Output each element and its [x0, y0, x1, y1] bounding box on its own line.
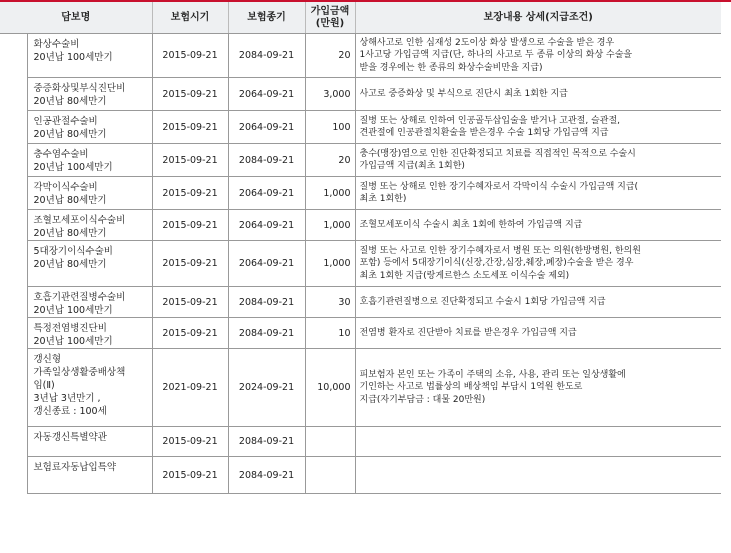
- header-coverage-detail: 보장내용 상세(지급조건): [355, 2, 721, 34]
- table-row: [0, 34, 721, 78]
- row-indent: [0, 427, 27, 457]
- coverage-amount: 20: [305, 144, 355, 177]
- table-row: [0, 427, 721, 457]
- row-indent: [0, 287, 27, 318]
- start-date: 2015-09-21: [152, 78, 228, 111]
- row-indent: [0, 34, 27, 78]
- coverage-amount: 1,000: [305, 241, 355, 287]
- coverage-detail: 충수(맹장)염으로 인한 진단확정되고 치료를 직접적인 목적으로 수술시 가입금액 지급(최초 1회한): [355, 144, 721, 177]
- coverage-name: 보험료자동납입특약: [27, 457, 152, 494]
- coverage-name: 화상수술비 20년납 100세만기: [27, 34, 152, 78]
- coverage-amount: [305, 427, 355, 457]
- coverage-detail: 조혈모세포이식 수술시 최초 1회에 한하여 가입금액 지급: [355, 210, 721, 241]
- table-row: [0, 177, 721, 210]
- end-date: 2064-09-21: [228, 78, 305, 111]
- start-date: 2015-09-21: [152, 457, 228, 494]
- coverage-name: 갱신형 가족일상생활중배상책 임(Ⅱ) 3년납 3년만기 , 갱신종료 : 100세: [27, 349, 152, 427]
- row-indent: [0, 349, 27, 427]
- start-date: 2015-09-21: [152, 144, 228, 177]
- start-date: 2015-09-21: [152, 318, 228, 349]
- row-indent: [0, 210, 27, 241]
- coverage-amount: 100: [305, 111, 355, 144]
- header-start-date: 보험시기: [152, 2, 228, 34]
- start-date: 2015-09-21: [152, 427, 228, 457]
- table-row: [0, 241, 721, 287]
- end-date: 2064-09-21: [228, 241, 305, 287]
- start-date: 2015-09-21: [152, 210, 228, 241]
- coverage-name: 조혈모세포이식수술비 20년납 80세만기: [27, 210, 152, 241]
- start-date: 2015-09-21: [152, 177, 228, 210]
- coverage-name: 5대장기이식수술비 20년납 80세만기: [27, 241, 152, 287]
- start-date: 2015-09-21: [152, 111, 228, 144]
- start-date: 2021-09-21: [152, 349, 228, 427]
- coverage-amount: 3,000: [305, 78, 355, 111]
- row-indent: [0, 111, 27, 144]
- coverage-detail: 질병 또는 상해로 인한 장기수혜자로서 각막이식 수술시 가입금액 지급( 최초 1회한): [355, 177, 721, 210]
- table-row: [0, 111, 721, 144]
- end-date: 2084-09-21: [228, 287, 305, 318]
- header-coverage-name: 담보명: [0, 2, 152, 34]
- coverage-detail: [355, 427, 721, 457]
- coverage-detail: 피보험자 본인 또는 가족이 주택의 소유, 사용, 관리 또는 일상생활에 기인하는 사고로 법률상의 배상책임 부담시 1억원 한도로 지급(자기부담금 : 대물 20만원): [355, 349, 721, 427]
- coverage-detail: 전염병 환자로 진단받아 치료를 받은경우 가입금액 지급: [355, 318, 721, 349]
- row-indent: [0, 144, 27, 177]
- coverage-amount: 20: [305, 34, 355, 78]
- coverage-detail: 질병 또는 상해로 인하여 인공골두삽입술을 받거나 고관절, 슬관절, 견관절에 인공관절치환술을 받은경우 수술 1회당 가입금액 지급: [355, 111, 721, 144]
- end-date: 2084-09-21: [228, 34, 305, 78]
- row-indent: [0, 318, 27, 349]
- end-date: 2064-09-21: [228, 177, 305, 210]
- coverage-detail: 질병 또는 사고로 인한 장기수혜자로서 병원 또는 의원(한방병원, 한의원 포함) 등에서 5대장기이식(신장,간장,심장,췌장,폐장)수술을 받은 경우 최초 1회한 지급(랑게르한스 소도세포 이식수술 제외): [355, 241, 721, 287]
- end-date: 2064-09-21: [228, 210, 305, 241]
- row-indent: [0, 78, 27, 111]
- start-date: 2015-09-21: [152, 241, 228, 287]
- end-date: 2024-09-21: [228, 349, 305, 427]
- table-row: [0, 144, 721, 177]
- coverage-amount: 10,000: [305, 349, 355, 427]
- coverage-name: 자동갱신특별약관: [27, 427, 152, 457]
- table-row: [0, 457, 721, 494]
- table-row: [0, 318, 721, 349]
- table-row: [0, 210, 721, 241]
- coverage-detail: [355, 457, 721, 494]
- end-date: 2084-09-21: [228, 318, 305, 349]
- coverage-detail: 상해사고로 인한 심재성 2도이상 화상 발생으로 수술을 받은 경우 1사고당 가입금액 지급(단, 하나의 사고로 두 종류 이상의 화상 수술을 받을 경우에는 한 종류의 화상수술비만을 지급): [355, 34, 721, 78]
- coverage-amount: 30: [305, 287, 355, 318]
- coverage-name: 특정전염병진단비 20년납 100세만기: [27, 318, 152, 349]
- row-indent: [0, 457, 27, 494]
- end-date: 2064-09-21: [228, 111, 305, 144]
- row-indent: [0, 241, 27, 287]
- header-end-date: 보험종기: [228, 2, 305, 34]
- coverage-name: 인공관절수술비 20년납 80세만기: [27, 111, 152, 144]
- coverage-detail: 사고로 중증화상 및 부식으로 진단시 최초 1회한 지급: [355, 78, 721, 111]
- coverage-amount: 1,000: [305, 210, 355, 241]
- coverage-amount: 10: [305, 318, 355, 349]
- coverage-name: 충수염수술비 20년납 100세만기: [27, 144, 152, 177]
- coverage-name: 호흡기관련질병수술비 20년납 100세만기: [27, 287, 152, 318]
- header-amount: 가입금액 (만원): [305, 2, 355, 34]
- coverage-table: [0, 2, 721, 494]
- start-date: 2015-09-21: [152, 287, 228, 318]
- table-header-row: [0, 2, 721, 34]
- coverage-name: 중증화상및부식진단비 20년납 80세만기: [27, 78, 152, 111]
- coverage-detail: 호흡기관련질병으로 진단확정되고 수술시 1회당 가입금액 지급: [355, 287, 721, 318]
- end-date: 2084-09-21: [228, 144, 305, 177]
- table-row: [0, 78, 721, 111]
- coverage-amount: [305, 457, 355, 494]
- coverage-name: 각막이식수술비 20년납 80세만기: [27, 177, 152, 210]
- start-date: 2015-09-21: [152, 34, 228, 78]
- end-date: 2084-09-21: [228, 427, 305, 457]
- row-indent: [0, 177, 27, 210]
- coverage-amount: 1,000: [305, 177, 355, 210]
- end-date: 2084-09-21: [228, 457, 305, 494]
- table-row: [0, 287, 721, 318]
- table-row: [0, 349, 721, 427]
